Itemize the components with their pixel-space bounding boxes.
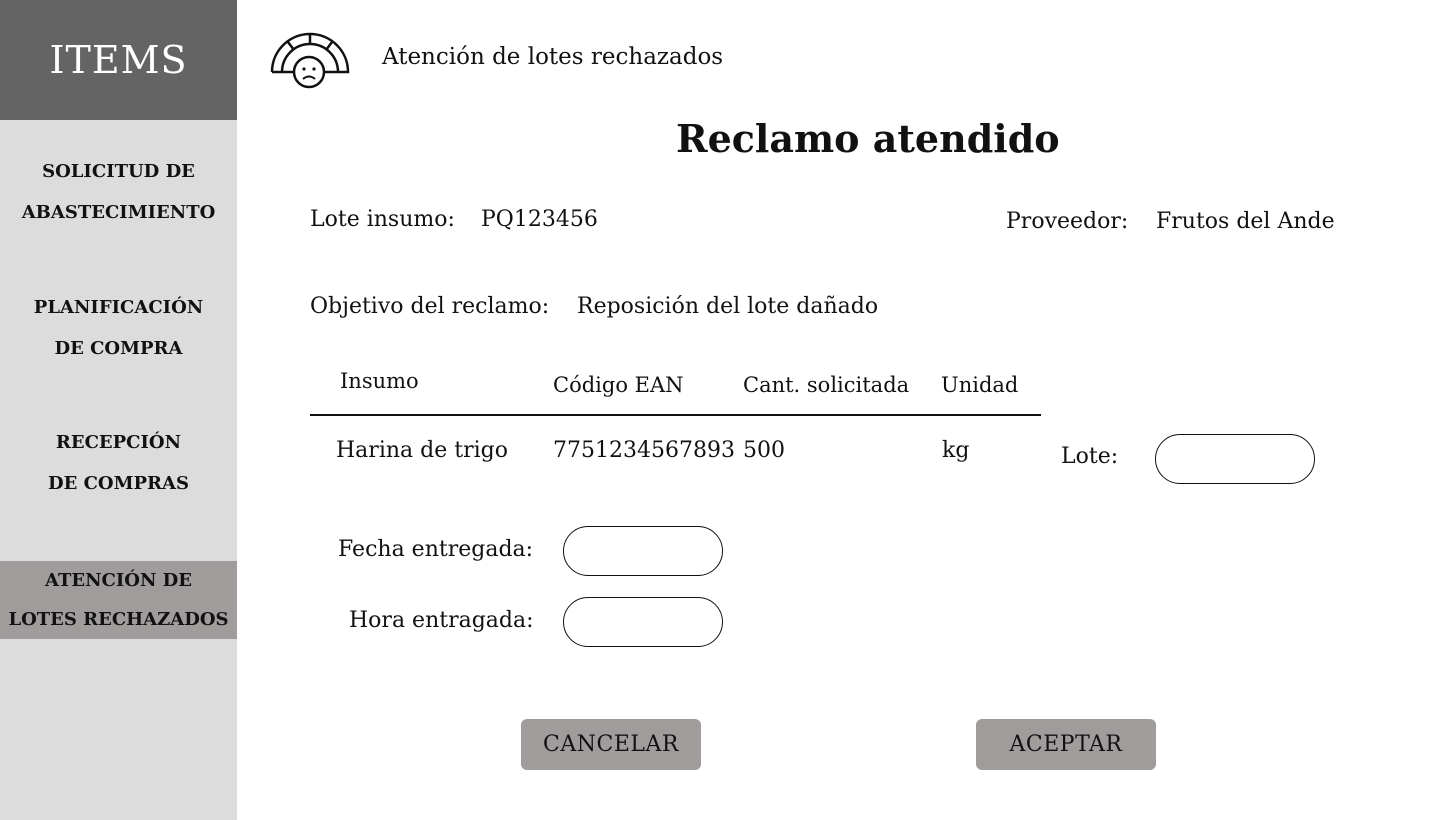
sidebar-item-label: ABASTECIMIENTO (21, 202, 216, 223)
sidebar-item-label: ATENCIÓN DE (44, 570, 193, 591)
lote-label: Lote: (1061, 444, 1119, 469)
hora-entregada-input[interactable] (563, 597, 723, 647)
column-header-codigo-ean: Código EAN (553, 373, 684, 397)
page-header-title: Atención de lotes rechazados (382, 44, 724, 70)
proveedor-value: Frutos del Ande (1156, 209, 1335, 234)
proveedor-label: Proveedor: (1006, 209, 1129, 234)
fecha-entregada-label: Fecha entregada: (338, 537, 534, 562)
column-header-unidad: Unidad (941, 373, 1019, 397)
sidebar-item-planificacion-compra[interactable] (0, 287, 237, 369)
column-header-insumo: Insumo (340, 369, 419, 393)
fecha-entregada-input[interactable] (563, 526, 723, 576)
page-title: Reclamo atendido (676, 116, 1060, 161)
lote-insumo-label: Lote insumo: (310, 207, 455, 232)
column-header-cantidad: Cant. solicitada (743, 373, 910, 397)
objetivo-value: Reposición del lote dañado (577, 294, 879, 319)
cell-insumo: Harina de trigo (336, 438, 508, 463)
sidebar-item-label: DE COMPRAS (48, 473, 189, 494)
sidebar-item-label: LOTES RECHAZADOS (8, 609, 229, 630)
sidebar (0, 0, 237, 820)
hora-entregada-label: Hora entragada: (349, 608, 534, 633)
accept-button[interactable]: ACEPTAR (976, 719, 1156, 770)
cell-codigo-ean: 7751234567893 (553, 438, 735, 463)
sidebar-item-solicitud-abastecimiento[interactable] (0, 151, 237, 233)
lote-insumo-value: PQ123456 (481, 207, 598, 232)
lote-input[interactable] (1155, 434, 1315, 484)
sidebar-item-label: SOLICITUD DE (42, 161, 195, 182)
sidebar-title: ITEMS (0, 0, 237, 120)
objetivo-label: Objetivo del reclamo: (310, 294, 550, 319)
cancel-button[interactable]: CANCELAR (521, 719, 701, 770)
sidebar-item-label: DE COMPRA (54, 338, 183, 359)
sidebar-item-label: PLANIFICACIÓN (33, 297, 204, 318)
sidebar-item-label: RECEPCIÓN (55, 432, 182, 453)
cell-unidad: kg (942, 438, 970, 463)
sidebar-item-atencion-lotes-rechazados[interactable] (0, 561, 237, 639)
table-header-divider (310, 414, 1041, 416)
sad-gauge-icon (270, 32, 350, 90)
sidebar-item-recepcion-compras[interactable] (0, 422, 237, 504)
cell-cantidad: 500 (743, 438, 785, 463)
